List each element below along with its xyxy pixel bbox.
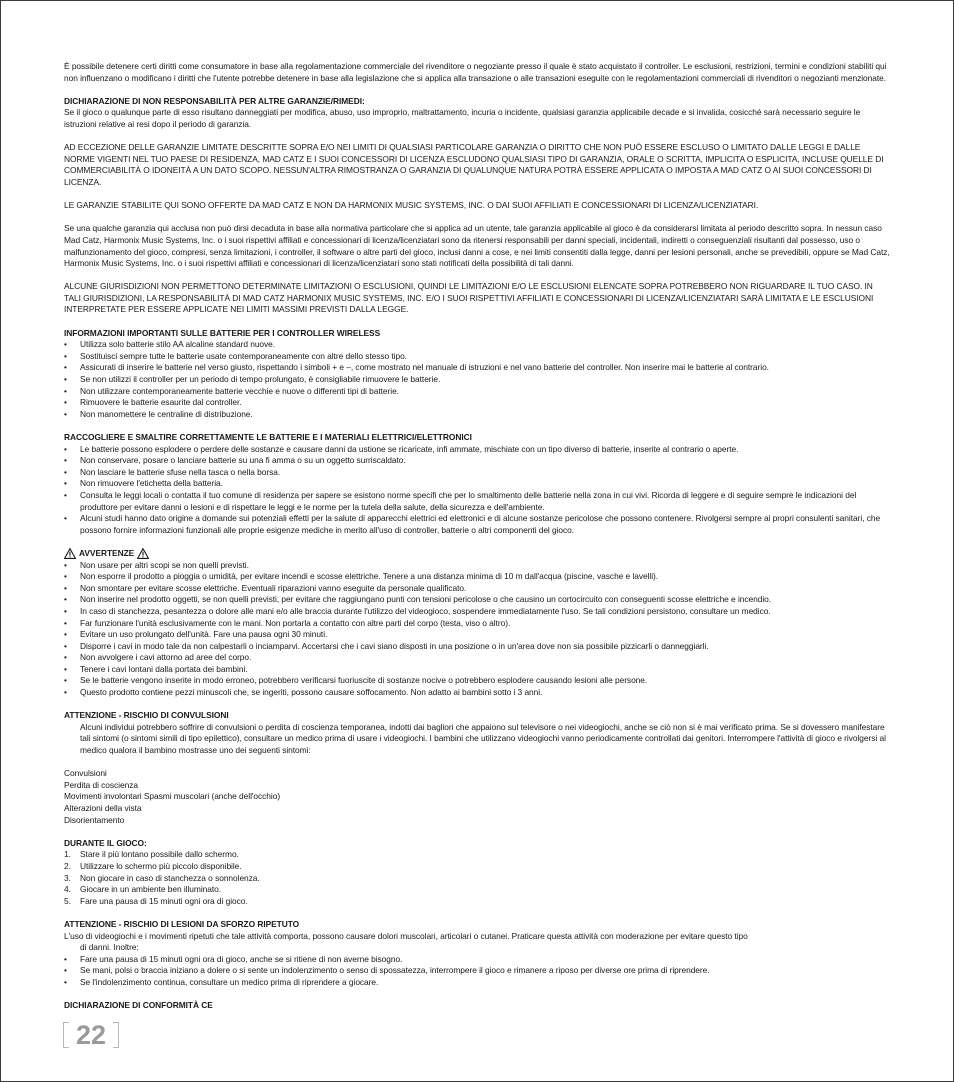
batteries-heading: INFORMAZIONI IMPORTANTI SULLE BATTERIE PER I CONTROLLER WIRELESS bbox=[64, 327, 381, 338]
conformity-heading: DICHIARAZIONE DI CONFORMITÀ CE bbox=[64, 1000, 213, 1011]
list-item: • Assicurati di inserire le batterie nel verso giusto, rispettando i simboli + e –, come mostrato nel manuale di istruzioni e nel vano batterie del controller. Non inserire mai le batterie al contrario. bbox=[64, 362, 769, 373]
disclaimer-paragraph-3: LE GARANZIE STABILITE QUI SONO OFFERTE DA MAD CATZ E NON DA HARMONIX MUSIC SYSTEMS, INC. O DAI SUOI AFFILIATI E CONCESSIONARI DI LICENZA/LICENZIATARI. bbox=[64, 200, 759, 211]
warning-icon bbox=[64, 548, 76, 559]
disclaimer-paragraph-1: Se il gioco o qualunque parte di esso risultano danneggiati per modifica, abuso, uso improprio, maltrattamento, incuria o incidente, qualsiasi garanzia applicabile decade e si invalida, cosicché sarà necessario seguire le istruzioni relative ai resi dopo il periodo di garanzia. bbox=[64, 107, 861, 129]
disclaimer-paragraph-5: ALCUNE GIURISDIZIONI NON PERMETTONO DETERMINATE LIMITAZIONI O ESCLUSIONI, QUINDI LE LIMITAZIONI E/O LE ESCLUSIONI ELENCATE SOPRA POTREBBERO NON RIGUARDARE IL TUO CASO. IN TALI GIURISDIZIONI, LA RESPONSABILITÀ DI MAD CATZ HARMONIX MUSIC SYSTEMS, INC. E/O I SUOI RISPETTIVI AFFILIATI E CONCESSIONARI DI LICENZA/LICENZIATARI SARÀ LIMITATA E LE ESCLUSIONI INTERPRETATE PER ESSERE APPLICATE NEI LIMITI MASSIMI PREVISTI DALLA LEGGE. bbox=[64, 281, 874, 315]
disclaimer-paragraph-2: AD ECCEZIONE DELLE GARANZIE LIMITATE DESCRITTE SOPRA E/O NEI LIMITI DI QUALSIASI PARTICOLARE GARANZIA O DIRITTO CHE NON PUÒ ESSERE ESCLUSO O LIMITATO DALLE LEGGI E DALLE NORME VIGENTI NEL TUO PAESE DI RESIDENZA, MAD CATZ E I SUOI CONCESSORI DI LICENZA ESCLUDONO QUALSIASI TIPO DI GARANZIA, ORALE O SCRITTA, IMPLICITA O ESPLICITA, INCLUSE QUELLE DI COMMERCIABILITÀ O IDONEITÀ A UN DATO SCOPO. NESSUN'ALTRA RIMOSTRANZA O GARANZIA DI QUALUNQUE NATURA POTRÀ ESSERE APPLICATA O IMPOSTA A MAD CATZ O AI SUOI CONCESSORI DI LICENZA. bbox=[64, 142, 884, 187]
list-item: • Far funzionare l'unità esclusivamente con le mani. Non portarla a contatto con altre parti del corpo (testa, viso o altro). bbox=[64, 617, 511, 628]
during-heading: DURANTE IL GIOCO: bbox=[64, 837, 147, 848]
list-item: Perdita di coscienza bbox=[64, 779, 138, 790]
list-item: • Non rimuovere l'etichetta della batteria. bbox=[64, 478, 223, 489]
symptoms-list bbox=[64, 768, 890, 826]
list-item: • Non usare per altri scopi se non quelli previsti. bbox=[64, 559, 249, 570]
rsi-list bbox=[64, 954, 890, 989]
warnings-title: AVVERTENZE bbox=[79, 547, 135, 558]
list-item: Alterazioni della vista bbox=[64, 803, 142, 813]
list-item: • Se le batterie vengono inserite in modo erroneo, potrebbero verificarsi fuoriuscite di sostanze nocive o potrebbero esplodere causando lesioni alle persone. bbox=[64, 675, 648, 686]
list-item: Movimenti involontari Spasmi muscolari (anche dell'occhio) bbox=[64, 791, 281, 802]
list-item: • Fare una pausa di 15 minuti ogni ora di gioco, anche se si ritiene di non averne bisogno. bbox=[64, 953, 403, 964]
list-item: • Evitare un uso prolungato dell'unità. Fare una pausa ogni 30 minuti. bbox=[64, 629, 328, 640]
list-item: • In caso di stanchezza, pesantezza o dolore alle mani e/o alle braccia durante l'utilizzo del videogioco, sospendere immediatamente l'uso. Se tali condizioni persistono, consultare un medico. bbox=[64, 605, 771, 616]
list-item: • Non lasciare le batterie sfuse nella tasca o nella borsa. bbox=[64, 466, 281, 477]
batteries-list bbox=[64, 339, 890, 420]
seizures-heading: ATTENZIONE - RISCHIO DI CONVULSIONI bbox=[64, 710, 229, 721]
list-item: Convulsioni bbox=[64, 768, 107, 779]
disclaimer-heading: DICHIARAZIONE DI NON RESPONSABILITÀ PER ALTRE GARANZIE/RIMEDI: bbox=[64, 95, 365, 106]
warning-icon bbox=[137, 548, 149, 559]
list-item: • Non smontare per evitare scosse elettriche. Eventuali riparazioni vanno eseguite da personale qualificato. bbox=[64, 582, 467, 593]
rsi-heading: ATTENZIONE - RISCHIO DI LESIONI DA SFORZO RIPETUTO bbox=[64, 918, 300, 929]
list-item: 5. Fare una pausa di 15 minuti ogni ora di gioco. bbox=[64, 895, 248, 906]
list-item: • Le batterie possono esplodere o perdere delle sostanze e causare danni da ustione se ricaricate, infi ammate, mischiate con un tipo diverso di batterie, inserite al contrario o aperte. bbox=[64, 443, 739, 454]
disposal-list bbox=[64, 444, 890, 537]
list-item: 4. Giocare in un ambiente ben illuminato. bbox=[64, 884, 222, 895]
list-item: • Non utilizzare contemporaneamente batterie vecchie e nuove o differenti tipi di batterie. bbox=[64, 385, 399, 396]
list-item: • Non conservare, posare o lanciare batterie su una fi amma o su un oggetto surriscaldato. bbox=[64, 455, 406, 466]
list-item: • Tenere i cavi lontani dalla portata dei bambini. bbox=[64, 663, 248, 674]
seizures-paragraph: Alcuni individui potrebbero soffrire di convulsioni o perdita di coscienza temporanea, indotti dai bagliori che appaiono sul televisore o nei videogiochi, anche se ciò non si è mai verificato prima. Se si dovessero manifestare tali sintomi (o sintomi simili di tipo epilettico), consultare un medico prima di usare i videogiochi. I bambini che utilizzano videogiochi vanno periodicamente controllati dai genitori. Interrompere l'attività di gioco e rivolgersi al medico qualora il bambino mostrasse uno dei seguenti sintomi: bbox=[80, 721, 886, 756]
list-item: • Se l'indolenzimento continua, consultare un medico prima di riprendere a giocare. bbox=[64, 976, 379, 987]
page-content bbox=[64, 61, 890, 1012]
warnings-heading bbox=[64, 548, 890, 560]
list-item: • Se non utilizzi il controller per un periodo di tempo prolungato, è consigliabile rimuovere le batterie. bbox=[64, 374, 441, 385]
list-item: • Questo prodotto contiene pezzi minuscoli che, se ingeriti, possono causare soffocamento. Non adatto ai bambini sotto i 3 anni. bbox=[64, 687, 543, 698]
intro-paragraph: È possibile detenere certi diritti come consumatore in base alla regolamentazione commerciale del rivenditore o negoziante presso il quale è stato acquistato il controller. Le esclusioni, restrizioni, termini e condizioni stabiliti qui non influenzano o modificano i diritti che l'utente potrebbe detenere in base alla legislazione che si applica alla transazione o alle transazioni eseguite con le regolamentazioni commerciali di rivenditori o negozianti menzionate. bbox=[64, 61, 887, 83]
list-item: • Alcuni studi hanno dato origine a domande sui potenziali effetti per la salute di apparecchi elettrici ed elettronici e di alcune sostanze pericolose che possono contenere. Rivolgersi sempre ai propri consulenti sanitari, che possono fornire informazioni funzionali alle proprie esigenze mediche in merito all'uso di controller, batterie o altri componenti del gioco. bbox=[64, 513, 881, 535]
right-bracket bbox=[113, 1022, 119, 1048]
list-item: • Consulta le leggi locali o contatta il tuo comune di residenza per sapere se esistono norme specifi che per lo smaltimento delle batterie nella zona in cui vivi. Ricorda di leggere e di seguire sempre le indicazioni del produttore per evitare danni o lesioni e di rispettare le leggi e le norme per la tutela della salute, della sicurezza e dell'ambiente. bbox=[64, 489, 857, 512]
list-item: • Se mani, polsi o braccia iniziano a dolere o si sente un indolenzimento o senso di spossatezza, interrompere il gioco e rimanere a riposo per diverse ore prima di riprendere. bbox=[64, 965, 710, 976]
rsi-intro-line-1: L'uso di videogiochi e i movimenti ripetuti che tale attività comporta, possono causare dolori muscolari, articolari o cutanei. Praticare questa attività con moderazione per evitare questo tipo bbox=[64, 930, 748, 941]
list-item: • Non avvolgere i cavi attorno ad aree del corpo. bbox=[64, 652, 252, 663]
list-item: • Utilizza solo batterie stilo AA alcaline standard nuove. bbox=[64, 339, 276, 350]
disclaimer-paragraph-4: Se una qualche garanzia qui acclusa non può dirsi decaduta in base alla normativa particolare che si applica ad un utente, tale garanzia applicabile al gioco è da considerarsi limitata al periodo descritto sopra. In nessun caso Mad Catz, Harmonix Music Systems, Inc. o i suoi rispettivi affiliati e concessionari di licenza/licenziatari sono da ritenersi responsabili per danni speciali, incidentali, indiretti o conseguenziali risultanti dal possesso, uso o malfunzionamento del gioco, compresi, senza limitazioni, i controller, il software o altre parti del gioco, inclusi danni a cose, e nei limiti consentiti dalla legge, danni per lesioni personali, anche se prevedibili, oppure se Mad Catz, Harmonix Music Systems, Inc. o i suoi rispettivi affiliati e concessionari di licenza/licenziatari sono stati notificati della possibilità di tali danni. bbox=[64, 223, 890, 269]
disposal-heading: RACCOGLIERE E SMALTIRE CORRETTAMENTE LE BATTERIE E I MATERIALI ELETTRICI/ELETTRONICI bbox=[64, 432, 472, 442]
list-item: • Rimuovere le batterie esaurite dal controller. bbox=[64, 397, 242, 408]
list-item: • Disporre i cavi in modo tale da non calpestarli o inciamparvi. Accertarsi che i cavi siano disposti in una posizione o in un'area dove non sia possibile pizzicarli o danneggiarli. bbox=[64, 640, 709, 651]
left-bracket bbox=[63, 1022, 69, 1048]
list-item: • Sostituisci sempre tutte le batterie usate contemporaneamente con altre dello stesso tipo. bbox=[64, 350, 407, 361]
list-item: 1. Stare il più lontano possibile dallo schermo. bbox=[64, 849, 239, 860]
list-item: • Non esporre il prodotto a pioggia o umidità, per evitare incendi e scosse elettriche. Tenere a una distanza minima di 10 m dall'acqua (piscine, vasche e lavelli). bbox=[64, 571, 659, 582]
list-item: Disorientamento bbox=[64, 814, 125, 825]
list-item: 3. Non giocare in caso di stanchezza o sonnolenza. bbox=[64, 872, 260, 883]
warnings-list bbox=[64, 560, 890, 699]
page-number-text: 22 bbox=[75, 1020, 107, 1050]
list-item: 2. Utilizzare lo schermo più piccolo disponibile. bbox=[64, 860, 242, 871]
list-item: • Non manomettere le centraline di distribuzione. bbox=[64, 408, 253, 419]
page-number bbox=[63, 1020, 119, 1050]
list-item: • Non inserire nel prodotto oggetti, se non quelli previsti, per evitare che raggiungano punti con tensioni pericolose o che causino un cortocircuito con conseguenti scosse elettriche e incendio. bbox=[64, 594, 772, 605]
rsi-intro-line-2: di danni. Inoltre: bbox=[80, 942, 139, 953]
during-list bbox=[64, 849, 890, 907]
